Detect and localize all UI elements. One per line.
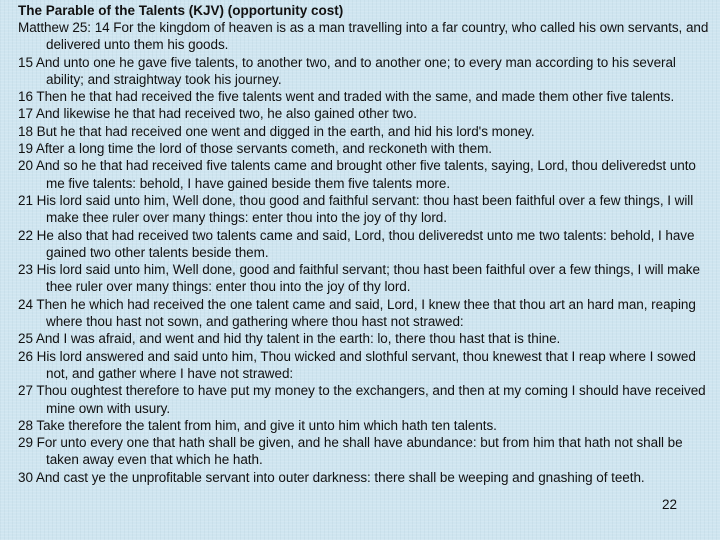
verse: 26 His lord answered and said unto him, Thou wicked and slothful servant, thou knewest that I reap where I sowed not, and gather where I have not strawed:	[18, 348, 696, 381]
slide-content	[18, 2, 712, 486]
verse: 15 And unto one he gave five talents, to another two, and to another one; to every man according to his several ability; and straightway took his journey.	[18, 54, 676, 87]
verse-list	[18, 19, 712, 486]
verse: 16 Then he that had received the five talents went and traded with the same, and made them other five talents.	[18, 89, 675, 105]
verse: 22 He also that had received two talents came and said, Lord, thou deliveredst unto me two talents: behold, I have gained two other talents beside them.	[18, 227, 695, 260]
verse: 17 And likewise he that had received two, he also gained other two.	[18, 106, 417, 122]
verse: 29 For unto every one that hath shall be given, and he shall have abundance: but from him that hath not shall be taken away even that which he hath.	[18, 435, 683, 468]
verse: 27 Thou oughtest therefore to have put my money to the exchangers, and then at my coming I should have received mine own with usury.	[18, 383, 706, 416]
verse: 20 And so he that had received five talents came and brought other five talents, saying, Lord, thou deliveredst unto me five talents: behold, I have gained beside them five talents more.	[18, 158, 696, 191]
verse: Matthew 25: 14 For the kingdom of heaven is as a man travelling into a far country, who called his own servants, and delivered unto them his goods.	[18, 20, 709, 53]
verse: 25 And I was afraid, and went and hid thy talent in the earth: lo, there thou hast that is thine.	[18, 331, 561, 347]
verse: 21 His lord said unto him, Well done, thou good and faithful servant: thou hast been faithful over a few things, I will make thee ruler over many things: enter thou into the joy of thy lord.	[18, 192, 694, 226]
slide-title: The Parable of the Talents (KJV) (opportunity cost)	[18, 3, 344, 18]
verse: 30 And cast ye the unprofitable servant into outer darkness: there shall be weeping and gnashing of teeth.	[18, 469, 645, 485]
verse: 28 Take therefore the talent from him, and give it unto him which hath ten talents.	[18, 417, 497, 433]
slide-number: 22	[662, 497, 678, 512]
verse: 19 After a long time the lord of those servants cometh, and reckoneth with them.	[18, 141, 493, 157]
verse: 24 Then he which had received the one talent came and said, Lord, I knew thee that thou art an hard man, reaping where thou hast not sown, and gathering where thou hast not strawed:	[18, 296, 696, 330]
verse: 18 But he that had received one went and digged in the earth, and hid his lord's money.	[18, 123, 535, 139]
verse: 23 His lord said unto him, Well done, good and faithful servant; thou hast been faithful over a few things, I will make thee ruler over many things: enter thou into the joy of thy lord.	[18, 262, 700, 295]
